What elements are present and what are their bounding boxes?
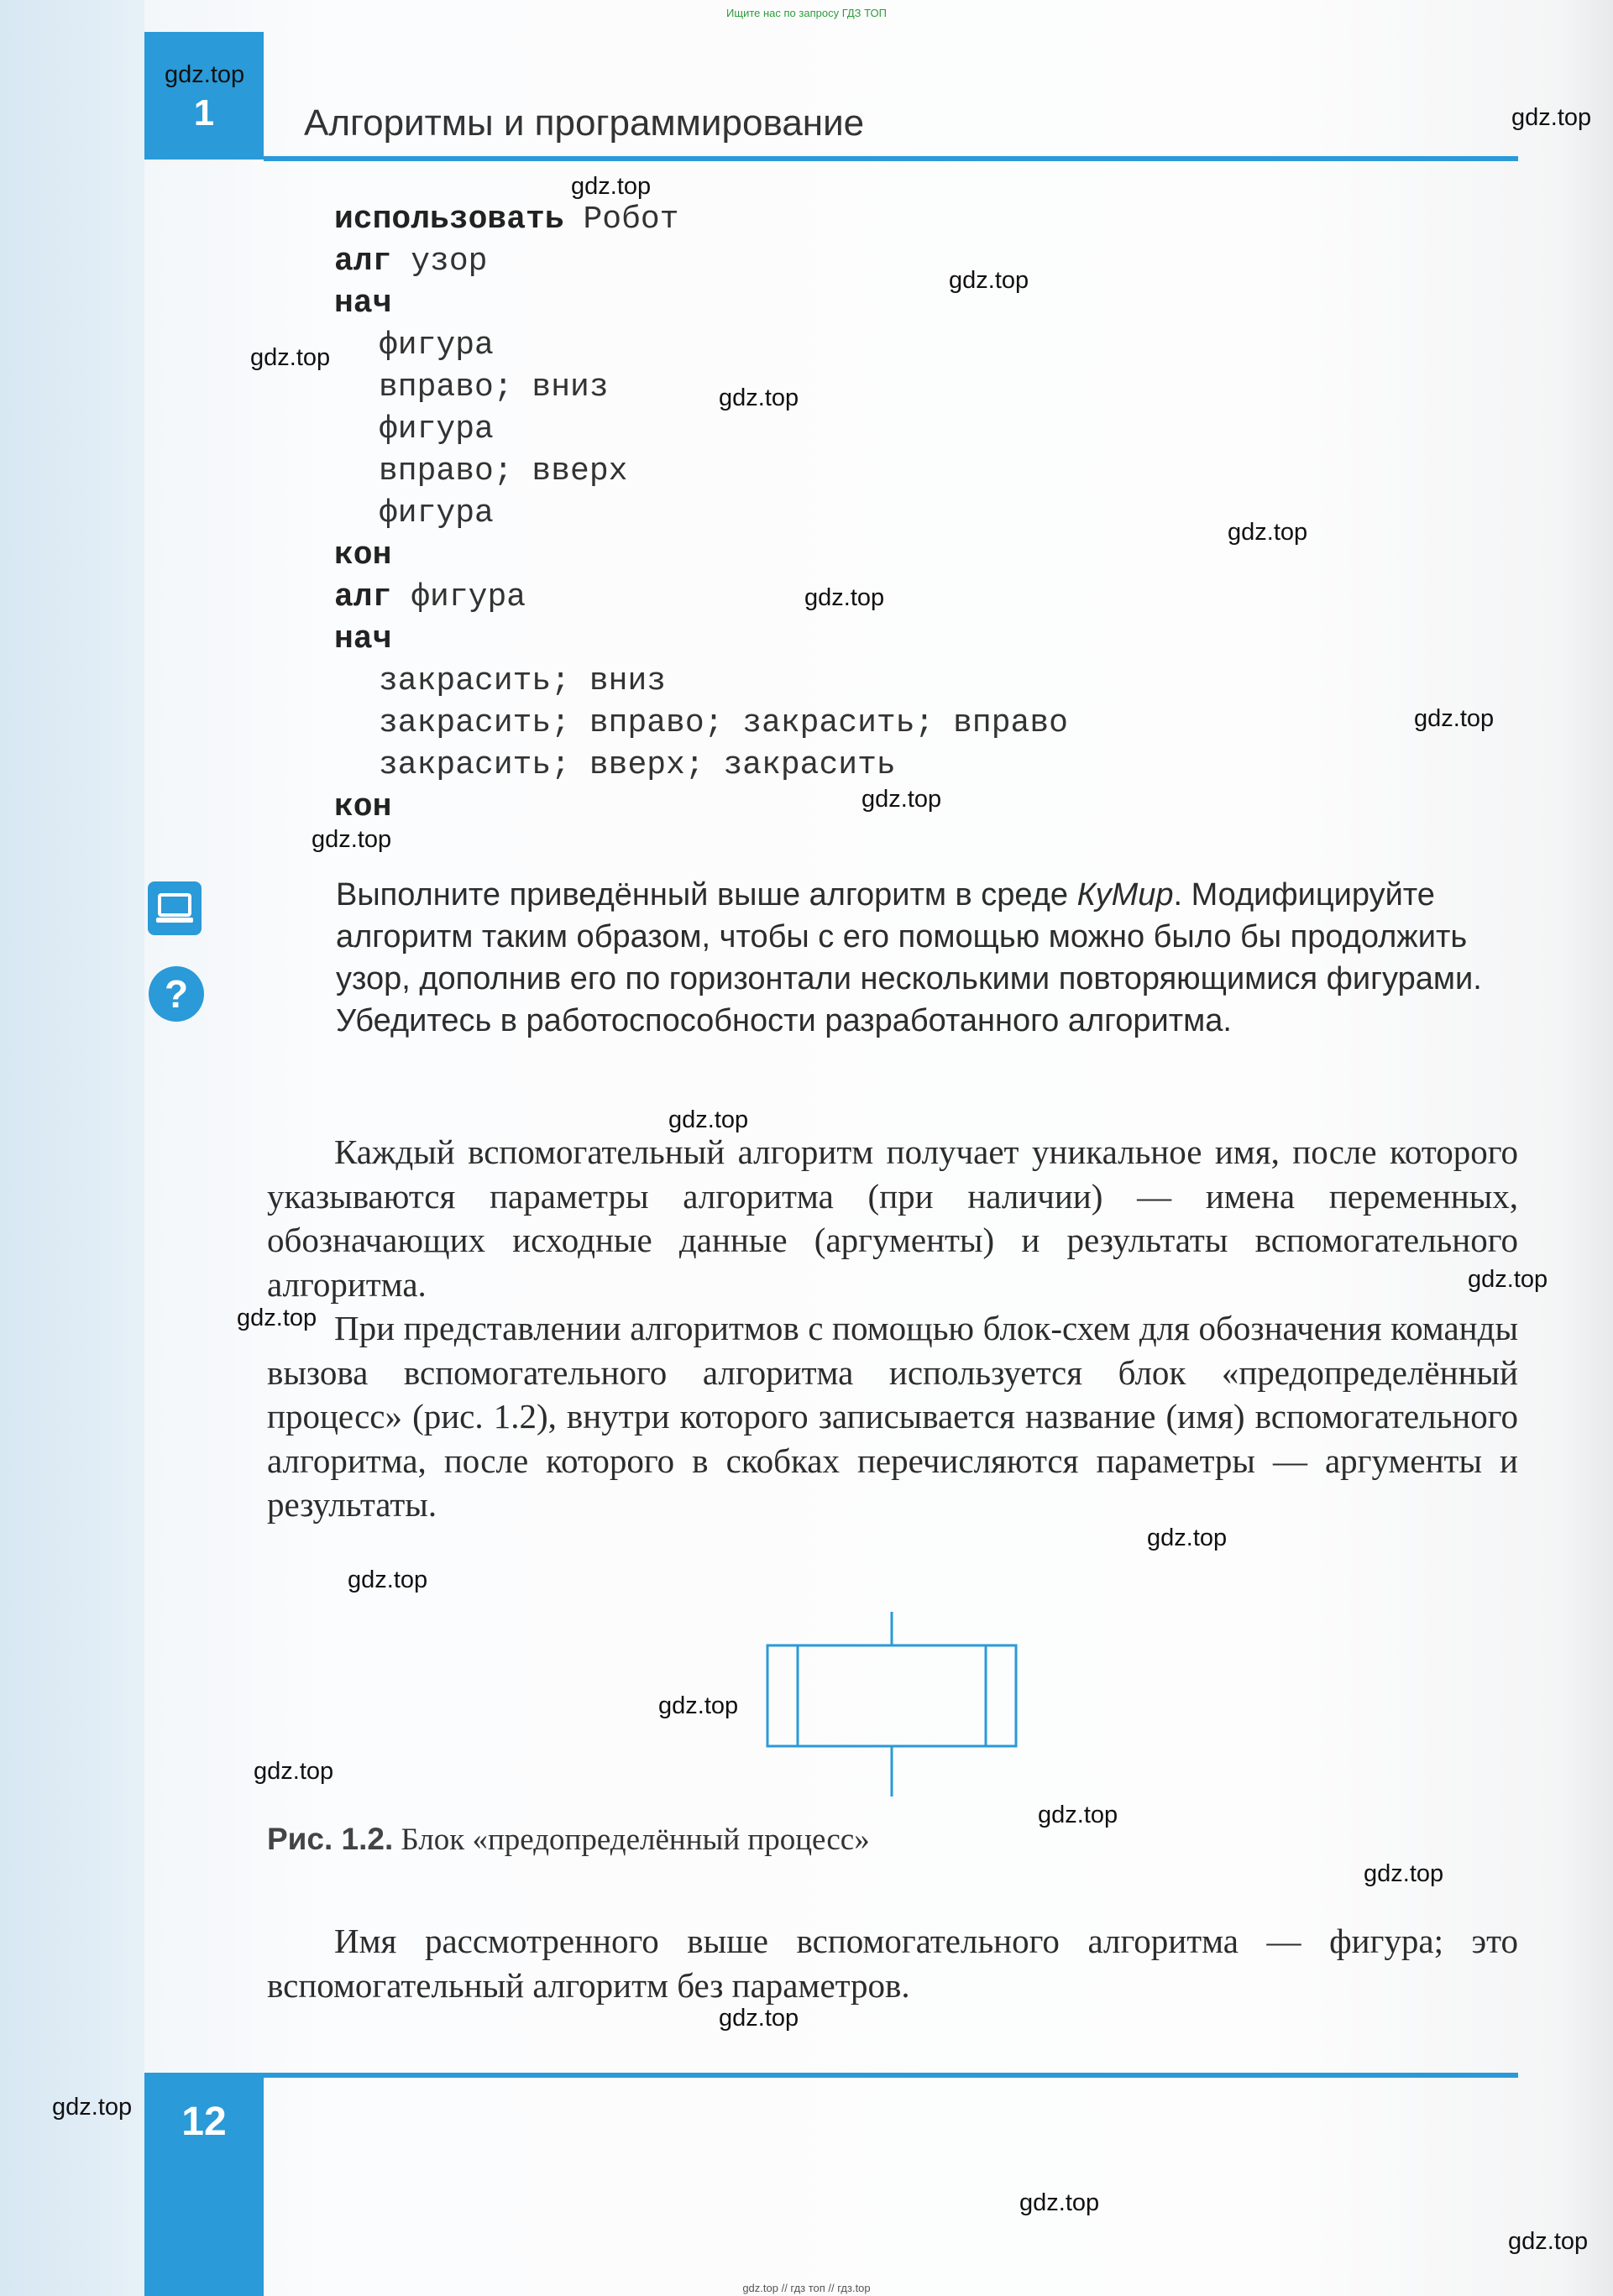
code-line: нач xyxy=(334,621,392,657)
code-line: алг узор xyxy=(334,243,488,280)
code-line: нач xyxy=(334,285,392,322)
watermark: gdz.top xyxy=(658,1692,739,1719)
watermark: gdz.top xyxy=(250,344,331,371)
code-line: вправо; вниз xyxy=(379,369,609,405)
code-line: закрасить; вправо; закрасить; вправо xyxy=(379,705,1068,741)
watermark: gdz.top xyxy=(165,61,245,88)
watermark: gdz.top xyxy=(719,2005,799,2032)
code-line: алг фигура xyxy=(334,579,526,615)
watermark: gdz.top xyxy=(1147,1525,1228,1551)
watermark: gdz.top xyxy=(949,267,1029,294)
watermark: gdz.top xyxy=(1511,104,1592,131)
left-margin-band xyxy=(0,0,144,2296)
body-paragraph: Имя рассмотренного выше вспомогательного алгоритма — фигура; это вспомогательный алгоритм без параметров. xyxy=(267,1922,1518,2005)
watermark: gdz.top xyxy=(1468,1266,1548,1293)
watermark: gdz.top xyxy=(804,584,885,611)
header-rule xyxy=(264,156,1518,161)
watermark: gdz.top xyxy=(312,826,392,853)
watermark: gdz.top xyxy=(237,1305,317,1331)
code-line: фигура xyxy=(379,495,494,531)
figure-caption: Рис. 1.2. Блок «предопределённый процесс» xyxy=(267,1822,870,1857)
watermark: gdz.top xyxy=(254,1758,334,1785)
task-text: Выполните приведённый выше алгоритм в среде КуМир. Модифицируйте алгоритм таким образом, чтобы с его помощью можно было бы продолжить узор, дополнив его по горизонтали несколькими повторяющимися фигурами. Убедитесь в работоспособности разработанного алгоритма. xyxy=(336,877,1482,1038)
body-paragraph: Каждый вспомогательный алгоритм получает уникальное имя, после которого указываются параметры алгоритма (при наличии) — имена переменных, обозначающих исходные данные (аргументы) и результаты вспомогательного алгоритма. xyxy=(267,1132,1518,1304)
watermark: gdz.top xyxy=(668,1106,749,1133)
bottom-note: gdz.top // гдз топ // гдз.top xyxy=(742,2282,871,2294)
code-line: фигура xyxy=(379,327,494,363)
page-number: 12 xyxy=(181,2100,227,2144)
code-line: закрасить; вверх; закрасить xyxy=(379,747,896,783)
computer-icon xyxy=(148,881,202,939)
code-line: фигура xyxy=(379,411,494,447)
watermark: gdz.top xyxy=(1228,519,1308,546)
code-line: закрасить; вниз xyxy=(379,663,667,699)
watermark: gdz.top xyxy=(1508,2228,1589,2255)
watermark: gdz.top xyxy=(719,384,799,411)
top-note: Ищите нас по запросу ГДЗ ТОП xyxy=(726,7,887,19)
question-icon xyxy=(148,965,205,1027)
watermark: gdz.top xyxy=(1364,1860,1444,1887)
watermark: gdz.top xyxy=(348,1566,428,1593)
watermark: gdz.top xyxy=(1038,1802,1118,1828)
watermark: gdz.top xyxy=(861,786,942,813)
watermark: gdz.top xyxy=(52,2094,133,2121)
code-line: кон xyxy=(334,789,392,825)
svg-text:?: ? xyxy=(164,972,189,1016)
watermark: gdz.top xyxy=(571,173,652,200)
body-paragraph: При представлении алгоритмов с помощью блок-схем для обозначения команды вызова вспомогательного алгоритма используется блок «предопределённый процесс» (рис. 1.2), внутри которого записывается название (имя) вспомогательного алгоритма, после которого в скобках перечисляются параметры — аргументы и результаты. xyxy=(267,1309,1518,1524)
watermark: gdz.top xyxy=(1414,705,1495,732)
predefined-process-block xyxy=(756,1612,1024,1817)
watermark: gdz.top xyxy=(1019,2189,1100,2216)
code-line: кон xyxy=(334,537,392,573)
code-line: вправо; вверх xyxy=(379,453,628,489)
footer-rule xyxy=(264,2073,1518,2078)
chapter-number: 1 xyxy=(193,92,215,133)
code-line: использовать Робот xyxy=(334,201,679,238)
chapter-title: Алгоритмы и программирование xyxy=(304,102,865,144)
